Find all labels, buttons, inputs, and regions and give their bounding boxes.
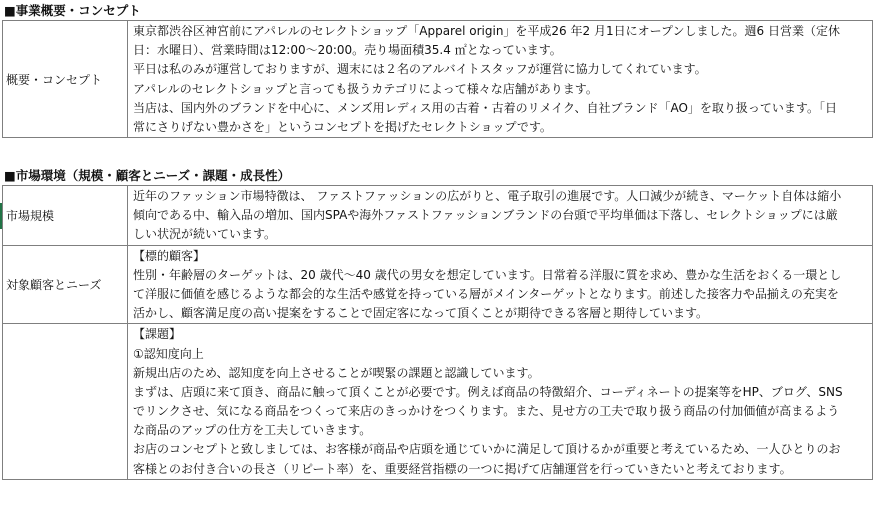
text-line: な商品のアップの仕方を工夫していきます。: [133, 423, 372, 438]
section-title-business-overview: ■事業概要・コンセプト: [4, 3, 141, 18]
text-line: て洋服に価値を感じるような都会的な生活や感覚を持っている層がメインターゲットとなります。前述した接客力や品揃えの充実を: [133, 286, 839, 301]
table-row-market-size: [3, 186, 873, 246]
row-label-market-size: 市場規模: [3, 186, 128, 246]
row-content-issues: [128, 324, 873, 480]
table-row-issues: [3, 324, 873, 480]
row-content-market-size: [128, 186, 873, 246]
text-line: でリンクさせ、気になる商品をつくって来店のきっかけをつくります。また、見せ方の工夫で取り扱う商品の付加価値が高まるよう: [133, 404, 840, 419]
row-content-overview-concept: [128, 21, 873, 138]
text-line: しい状況が続いています。: [133, 227, 277, 242]
text-line: 常にさりげない豊かさを」というコンセプトを掲げたセレクトショップです。: [133, 119, 552, 134]
text-line: 傾向である中、輸入品の増加、国内SPAや海外ファストファッションブランドの台頭で平均単価は下落し、セレクトショップには厳: [133, 208, 838, 223]
row-label-overview-concept: 概要・コンセプト: [3, 21, 128, 138]
text-line: 日：水曜日）、営業時間は12:00～20:00。売り場面積35.4 ㎡となっています。: [133, 43, 562, 58]
text-line: 客様とのお付き合いの長さ（リピート率）を、重要経営指標の一つに掲げて店舗運営を行っていきたいと考えております。: [133, 461, 792, 476]
table-row-target-customers: [3, 245, 873, 324]
table-row-overview-concept: [3, 21, 873, 138]
business-overview-table: [2, 20, 873, 138]
text-line: 平日は私のみが運営しておりますが、週末には２名のアルバイトスタッフが運営に協力してくれています。: [133, 62, 707, 77]
text-line: ①認知度向上: [133, 346, 204, 361]
text-line: 【標的顧客】: [133, 248, 206, 263]
section-title-market-environment: ■市場環境（規模・顧客とニーズ・課題・成長性）: [4, 168, 291, 183]
row-label-issues: [3, 324, 128, 480]
row-label-target-customers: 対象顧客とニーズ: [3, 245, 128, 324]
text-line: 性別・年齢層のターゲットは、20 歳代～40 歳代の男女を想定しています。日常着る洋服に質を求め、豊かな生活をおくる一環とし: [133, 267, 842, 282]
text-line: 新規出店のため、認知度を向上させることが喫緊の課題と認識しています。: [133, 365, 540, 380]
text-line: 当店は、国内外のブランドを中心に、メンズ用レディス用の古着・古着のリメイク、自社ブランド「AO」を取り扱っています。「日: [133, 100, 837, 115]
text-line: まずは、店頭に来て頂き、商品に触って頂くことが必要です。例えば商品の特徴紹介、コーディネートの提案等をHP、ブログ、SNS: [133, 384, 843, 399]
market-environment-table: [2, 185, 873, 480]
text-line: お店のコンセプトと致しましては、お客様が商品や店頭を通じていかに満足して頂けるかが重要と考えているため、一人ひとりのお: [133, 442, 841, 457]
text-line: 近年のファッション市場特徴は、 ファストファッションの広がりと、電子取引の進展です。人口減少が続き、マーケット自体は縮小: [133, 189, 842, 203]
row-content-target-customers: [128, 245, 873, 324]
text-line: 【課題】: [133, 327, 182, 342]
text-line: 東京都渋谷区神宮前にアパレルのセレクトショップ「Apparel origin」を平成26 年2 月1日にオープンしました。週6 日営業（定休: [133, 24, 840, 38]
text-line: アパレルのセレクトショップと言っても扱うカテゴリによって様々な店舗があります。: [133, 81, 598, 96]
text-line: 活かし、顧客満足度の高い提案をすることで固定客になって頂くことが期待できる客層と期待しています。: [133, 306, 709, 321]
